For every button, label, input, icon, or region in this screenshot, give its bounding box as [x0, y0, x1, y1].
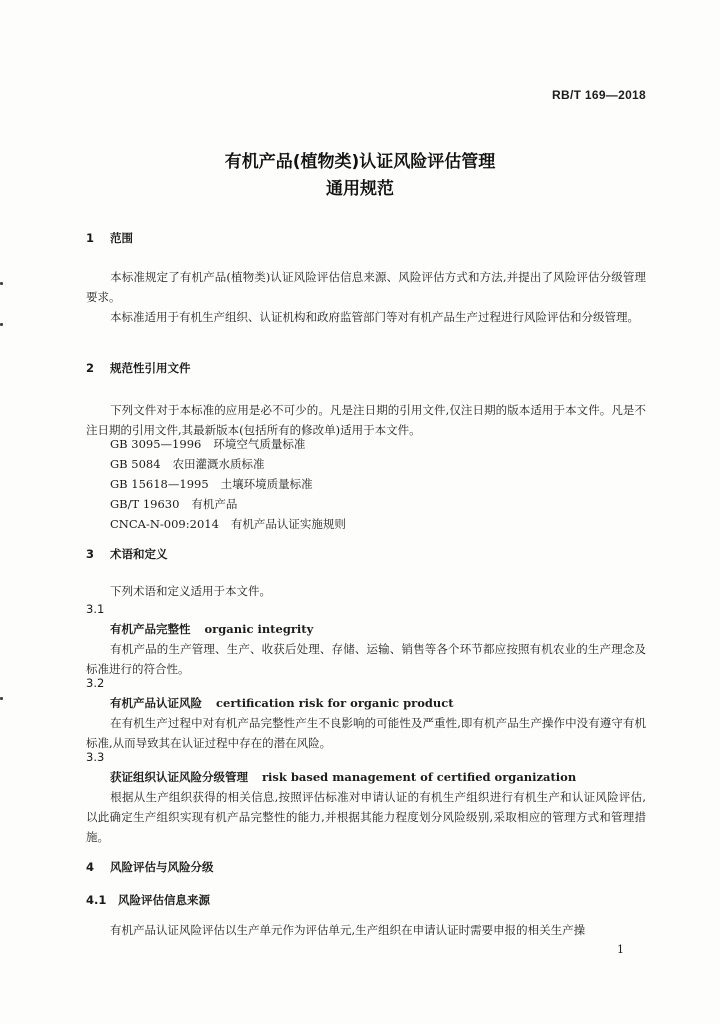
term-en: certification risk for organic product [216, 696, 454, 710]
reference-name: 有机产品 [191, 497, 238, 511]
section-number: 4 [86, 860, 95, 874]
reference-item [110, 454, 265, 474]
term-en: risk based management of certified organization [262, 770, 577, 784]
section-title: 风险评估与风险分级 [110, 860, 214, 874]
clause-number: 3.2 [86, 676, 105, 690]
subsection-4-1-heading [86, 892, 210, 908]
reference-code: GB 15618—1995 [110, 477, 209, 491]
document-title: 有机产品(植物类)认证风险评估管理 [224, 152, 496, 172]
paragraph-text: 本标准适用于有机生产组织、认证机构和政府监管部门等对有机产品生产过程进行风险评估和分级管理。 [110, 310, 639, 324]
section-number: 3 [86, 547, 95, 561]
reference-name: 环境空气质量标准 [213, 437, 306, 451]
term-definition [86, 787, 646, 847]
section-4-heading [86, 859, 214, 875]
clause-number: 3.3 [86, 750, 105, 764]
term-zh: 有机产品认证风险 [110, 696, 202, 710]
scan-edge-mark [0, 282, 3, 285]
section-title: 术语和定义 [110, 547, 168, 561]
paragraph-text: 在有机生产过程中对有机产品完整性产生不良影响的可能性及严重性,即有机产品生产操作中没有遵守有机标准,从而导致其在认证过程中存在的潜在风险。 [86, 716, 646, 750]
scan-edge-mark [0, 697, 3, 700]
term-heading [110, 621, 313, 637]
paragraph-text: 根据从生产组织获得的相关信息,按照评估标准对申请认证的有机生产组织进行有机生产和认证风险评估,以此确定生产组织实现有机产品完整性的能力,并根据其能力程度划分风险级别,采取相应的管理方式和管理措施。 [86, 790, 646, 844]
term-definition [86, 639, 646, 679]
term-heading [110, 769, 576, 785]
reference-code: GB 5084 [110, 457, 161, 471]
term-zh: 获证组织认证风险分级管理 [110, 770, 248, 784]
subsection-title: 风险评估信息来源 [118, 893, 211, 907]
reference-item [110, 494, 237, 514]
reference-item [110, 434, 305, 454]
standard-code: RB/T 169—2018 [552, 88, 646, 102]
subsection-number: 4.1 [86, 893, 107, 907]
paragraph [86, 307, 646, 327]
section-number: 2 [86, 361, 95, 375]
term-zh: 有机产品完整性 [110, 622, 191, 636]
scan-edge-mark [0, 323, 3, 326]
document-subtitle: 通用规范 [326, 179, 394, 199]
section-title: 规范性引用文件 [110, 361, 191, 375]
paragraph-text: 下列术语和定义适用于本文件。 [110, 584, 271, 598]
paragraph [86, 920, 646, 940]
reference-item [110, 474, 313, 494]
section-2-heading [86, 360, 191, 376]
reference-code: CNCA-N-009:2014 [110, 517, 219, 531]
section-number: 1 [86, 231, 95, 245]
clause-number: 3.1 [86, 602, 105, 616]
paragraph-text: 本标准规定了有机产品(植物类)认证风险评估信息来源、风险评估方式和方法,并提出了风险评估分级管理要求。 [86, 270, 646, 304]
page-number: 1 [617, 943, 624, 956]
term-definition [86, 713, 646, 753]
paragraph-text: 下列文件对于本标准的应用是必不可少的。凡是注日期的引用文件,仅注日期的版本适用于本文件。凡是不注日期的引用文件,其最新版本(包括所有的修改单)适用于本文件。 [86, 403, 646, 437]
term-en: organic integrity [204, 622, 314, 636]
section-1-heading [86, 230, 133, 246]
reference-item [110, 514, 346, 534]
paragraph [86, 581, 646, 601]
reference-name: 土壤环境质量标准 [220, 477, 313, 491]
term-heading [110, 695, 454, 711]
section-title: 范围 [110, 231, 134, 245]
paragraph [86, 267, 646, 307]
reference-code: GB 3095—1996 [110, 437, 202, 451]
section-3-heading [86, 546, 168, 562]
paragraph-text: 有机产品认证风险评估以生产单元作为评估单元,生产组织在申请认证时需要申报的相关生产操 [110, 923, 586, 937]
reference-name: 有机产品认证实施规则 [230, 517, 346, 531]
reference-code: GB/T 19630 [110, 497, 180, 511]
paragraph-text: 有机产品的生产管理、生产、收获后处理、存储、运输、销售等各个环节都应按照有机农业的生产理念及标准进行的符合性。 [86, 642, 646, 676]
reference-name: 农田灌溉水质标准 [172, 457, 265, 471]
